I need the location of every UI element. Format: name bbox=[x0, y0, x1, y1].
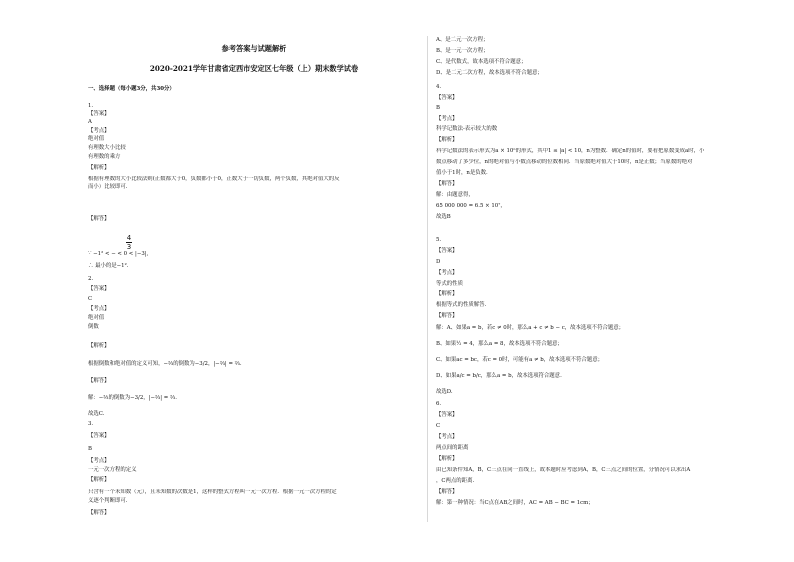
question-number: 3. bbox=[88, 421, 94, 427]
analysis-text: 科学记数法的表示形式为a × 10ⁿ的形式，其中1 ≤ |a| < 10，n为整数．确定n的值时，要看把原数变成a时，小 bbox=[436, 148, 704, 154]
question-number: 6. bbox=[436, 401, 442, 407]
solution-heading: 【解答】 bbox=[436, 181, 458, 187]
solution-line: 解：由题意得， bbox=[436, 192, 474, 198]
analysis-text: 值小于1时，n是负数. bbox=[436, 170, 488, 176]
answer-heading: 【答案】 bbox=[88, 286, 110, 292]
solution-line: ∴ 最小的是−1². bbox=[88, 263, 129, 269]
solution-heading: 【解答】 bbox=[88, 378, 110, 384]
solution-heading: 【解答】 bbox=[436, 489, 458, 495]
question-number: 2. bbox=[88, 276, 94, 282]
points-text: 一元一次方程的定义 bbox=[88, 467, 137, 473]
answer-value: B bbox=[88, 446, 92, 452]
points-heading: 【考点】 bbox=[436, 434, 458, 440]
analysis-heading: 【解析】 bbox=[88, 477, 110, 483]
points-text: 倒数 bbox=[88, 324, 99, 330]
points-text: 两点间的距离 bbox=[436, 445, 469, 451]
points-heading: 【考点】 bbox=[436, 116, 458, 122]
option-text: C、是代数式，故本选项不符合题意； bbox=[436, 59, 527, 65]
answer-value: D bbox=[436, 259, 441, 265]
option-text: D、是二元二次方程，故本选项不符合题意； bbox=[436, 70, 543, 76]
analysis-heading: 【解析】 bbox=[88, 343, 110, 349]
points-heading: 【考点】 bbox=[88, 128, 110, 134]
points-text: 有理数大小比较 bbox=[88, 145, 126, 151]
answer-value: B bbox=[436, 105, 440, 111]
analysis-text: 义逐个判断即可. bbox=[88, 498, 128, 504]
points-heading: 【考点】 bbox=[88, 458, 110, 464]
points-text: 绝对值 bbox=[88, 136, 105, 142]
solution-line: C、如果ac = bc，若c = 0时，可能有a ≠ b，故本选项不符合题意； bbox=[436, 357, 603, 363]
answer-value: C bbox=[436, 423, 441, 429]
solution-heading: 【解答】 bbox=[88, 510, 110, 516]
answer-heading: 【答案】 bbox=[436, 248, 458, 254]
solution-line: ∵ −1² < − < 0 < |−3|, bbox=[88, 251, 149, 257]
answer-heading: 【答案】 bbox=[88, 433, 110, 439]
analysis-heading: 【解析】 bbox=[88, 165, 110, 171]
solution-line: 故选C. bbox=[88, 411, 105, 417]
section-heading: 一、选择题（每小题3分，共30分） bbox=[88, 86, 175, 92]
column-divider bbox=[427, 36, 428, 522]
analysis-text: 由已知条件知A，B，C三点在同一直线上，故本题时应考虑到A，B，C三点之间的位置，分情况可以求出A bbox=[436, 467, 691, 473]
analysis-heading: 【解析】 bbox=[436, 137, 458, 143]
points-text: 科学记数法-表示较大的数 bbox=[436, 126, 498, 132]
solution-heading: 【解答】 bbox=[436, 313, 458, 319]
analysis-text: 根据倒数和绝对值的定义可知，−⅔的倒数为−3/2，|−⅔| = ⅔. bbox=[88, 361, 242, 367]
points-heading: 【考点】 bbox=[88, 306, 110, 312]
points-heading: 【考点】 bbox=[436, 270, 458, 276]
answer-value: A bbox=[88, 119, 92, 125]
option-text: B、是一元一次方程； bbox=[436, 48, 489, 54]
solution-heading: 【解答】 bbox=[88, 216, 110, 222]
answer-heading: 【答案】 bbox=[436, 412, 458, 418]
points-text: 绝对值 bbox=[88, 315, 105, 321]
solution-line: D、如果a/c = b/c，那么a = b，故本选项符合题意. bbox=[436, 373, 562, 379]
document-subtitle: 2020-2021学年甘肃省定西市安定区七年级（上）期末数学试卷 bbox=[149, 64, 359, 73]
analysis-heading: 【解析】 bbox=[436, 456, 458, 462]
solution-line: 故选B bbox=[436, 214, 451, 220]
analysis-text: 根据等式的性质解答. bbox=[436, 302, 487, 308]
analysis-text: 只含有一个未知数（元），且未知数的次数是1，这样的整式方程叫一元一次方程．根据一元一次方程的定 bbox=[88, 489, 337, 495]
solution-line: 故选D. bbox=[436, 389, 453, 395]
analysis-text: 而小）比较即可. bbox=[88, 184, 128, 190]
question-number: 1. bbox=[88, 103, 94, 109]
solution-line: 解：A、如果a = b，若c ≠ 0时，那么a + c ≠ b − c，故本选项不符合题意； bbox=[436, 325, 625, 331]
points-text: 有理数的乘方 bbox=[88, 154, 121, 160]
answer-heading: 【答案】 bbox=[436, 95, 458, 101]
analysis-text: 数点移动了多少位，n的绝对值与小数点移动的位数相同．当原数绝对值大于10时，n是正数；当原数的绝对 bbox=[436, 159, 693, 165]
solution-line: 解：−⅔的倒数为−3/2，|−⅔| = ⅔. bbox=[88, 395, 177, 401]
question-number: 4. bbox=[436, 84, 442, 90]
document-title: 参考答案与试题解析 bbox=[221, 44, 287, 53]
solution-line: 解：第一种情况：当C点在AB之间时，AC = AB − BC = 1cm； bbox=[436, 500, 594, 506]
fraction bbox=[126, 234, 132, 251]
analysis-text: 根据有理数的大小比较法则(正数都大于0，负数都小于0，正数大于一切负数，两个负数，其绝对值大的反 bbox=[88, 176, 340, 182]
answer-value: C bbox=[88, 296, 93, 302]
answer-heading: 【答案】 bbox=[88, 111, 110, 117]
question-number: 5. bbox=[436, 237, 442, 243]
solution-line: 65 000 000 = 6.5 × 10⁷， bbox=[436, 203, 506, 209]
analysis-heading: 【解析】 bbox=[436, 291, 458, 297]
points-text: 等式的性质 bbox=[436, 281, 463, 287]
analysis-text: ，C两点的距离. bbox=[436, 478, 475, 484]
solution-line: B、如果½ = 4，那么a = 8，故本选项不符合题意； bbox=[436, 341, 563, 347]
option-text: A、是二元一次方程； bbox=[436, 37, 489, 43]
fraction-numerator: 4 bbox=[126, 234, 132, 242]
fraction-denominator: 3 bbox=[126, 243, 132, 251]
